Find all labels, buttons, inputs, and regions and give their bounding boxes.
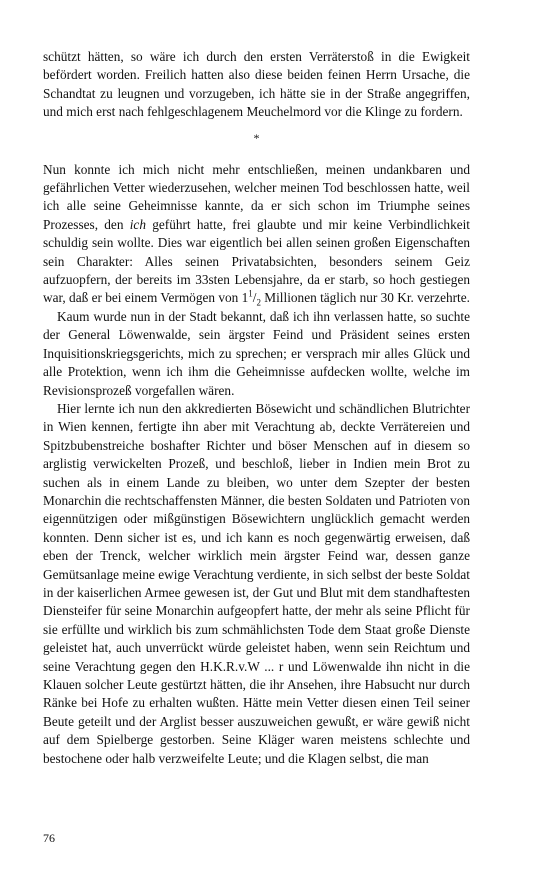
paragraph-1: schützt hätten, so wäre ich durch den ersten Verräterstoß in die Ewigkeit befördert worden. Freilich hatten also diese beiden feinen Herrn Ursache, die Schandtat zu leugnen und vorzugeben, ich hätte sie in der Straße angegriffen, und mich erst nach fehlgeschlagenem Meuchelmord vor die Klinge zu fordern. <box>43 49 470 120</box>
book-page <box>43 48 470 768</box>
fraction-numerator: 1 <box>248 289 253 300</box>
paragraph-2-start: Nun konnte ich mich nicht mehr entschließen, meinen undankbaren und gefährlichen Vetter wiederzusehen, welcher meinen Tod beschlossen hatte, weil ich alle seine Geheimnisse kannte, da er sich schon im Triumphe seines Prozesses, den <box>43 161 470 232</box>
paragraph-4: Hier lernte ich nun den akkredierten Bösewicht und schändlichen Blutrichter in Wien kennen, fertigte ihn aber mit Verachtung ab, deckte Verrätereien und Spitzbubenstreiche boshafter Richter und böser Menschen auf in diesem so arglistig verwickelten Prozeß, und beschloß, lieber in Indien mein Brot zu suchen als in einem Lande zu bleiben, wo unter dem Szepter der besten Monarchin die rechtschaffensten Männer, die besten Soldaten und Patrioten von eigennützigen oder mißgünstigen Bösewichtern unglücklich gemacht werden konnten. Denn sicher ist es, und ich kann es noch gegenwärtig erweisen, daß eben der Trenck, welcher wirklich mein ärgster Feind war, dessen ganze Gemütsanlage meine ewige Verachtung verdiente, in sich selbst der beste Soldat in der kaiserlichen Armee gewesen ist, der Gut und Blut mit dem standhaftesten Diensteifer für seine Monarchin aufgeopfert hatte, der mehr als seine Pflicht für sie erfüllte und wirklich bis zum schmählichsten Tode dem Staat große Dienste geleistet hat, auch unverrückt würde geleistet haben, wenn sein Reichtum und seine Verachtung gegen den H.K.R.v.W ... r und Löwenwalde ihn nicht in die Klauen solcher Leute gestürtzt hätten, die ihr Ansehen, ihre Habsucht nur durch Ränke bei Hofe zu erhalten wußten. Hätte mein Vetter diesen einen Teil seiner Beute geteilt und der Arglist besser auszuweichen gewußt, er wäre gewiß nicht auf dem Spielberge gestorben. Seine Kläger waren meistens schlechte und bestochene oder halb verzweifelte Leute; und die Klagen selbst, die man <box>43 400 470 766</box>
paragraph-2: Nun konnte ich mich nicht mehr entschließen, meinen undankbaren und gefährlichen Vetter wiederzusehen, welcher meinen Tod beschlossen hatte, weil ich alle seine Geheimnisse kannte, da er sich schon im Triumphe seines Prozesses, den ich geführt hatte, frei glaubte und mir keine Verbindlichkeit schuldig sein wollte. Dies war eigentlich bei allen seinen großen Eigenschaften sein Charakter: Alles seinen Privatabsichten, besonders seinem Geiz aufzuopfern, der bereits im 33sten Lebensjahre, da er starb, so hoch gestiegen war, daß er bei einem Vermögen von $1^1/_2$ Millionen täglich nur 30 Kr. verzehrte. <box>43 161 471 309</box>
paragraph-2-end: Millionen täglich nur 30 Kr. verzehrte. <box>260 290 470 306</box>
emphasis-ich: ich <box>129 216 146 232</box>
page-number: 76 <box>43 831 55 845</box>
paragraph-3: Kaum wurde nun in der Stadt bekannt, daß ich ihn verlassen hatte, so suchte der General Löwenwalde, sein ärgster Feind und Präsident seines ersten Inquisitionskriegsgerichts, mich zu sprechen; er versprach mir alles Glück und alle Protektion, wenn ich ihm die Geheimnisse aufdecken wollte, welche im Revisionsprozeß vorgefallen wären. <box>43 308 470 398</box>
section-separator: * <box>253 130 260 145</box>
fraction-denominator: 2 <box>256 298 261 309</box>
paragraph-2-middle: geführt hatte, frei glaubte und mir keine Verbindlichkeit schuldig sein wollte. Dies war eigentlich bei allen seinen großen Eigenschaften sein Charakter: Alles seinen Privatabsichten, besonders seinem Geiz aufzuopfern, der bereits im 33sten Lebensjahre, da er starb, so hoch gestiegen war, daß er bei einem Vermögen von 1 <box>43 216 471 306</box>
